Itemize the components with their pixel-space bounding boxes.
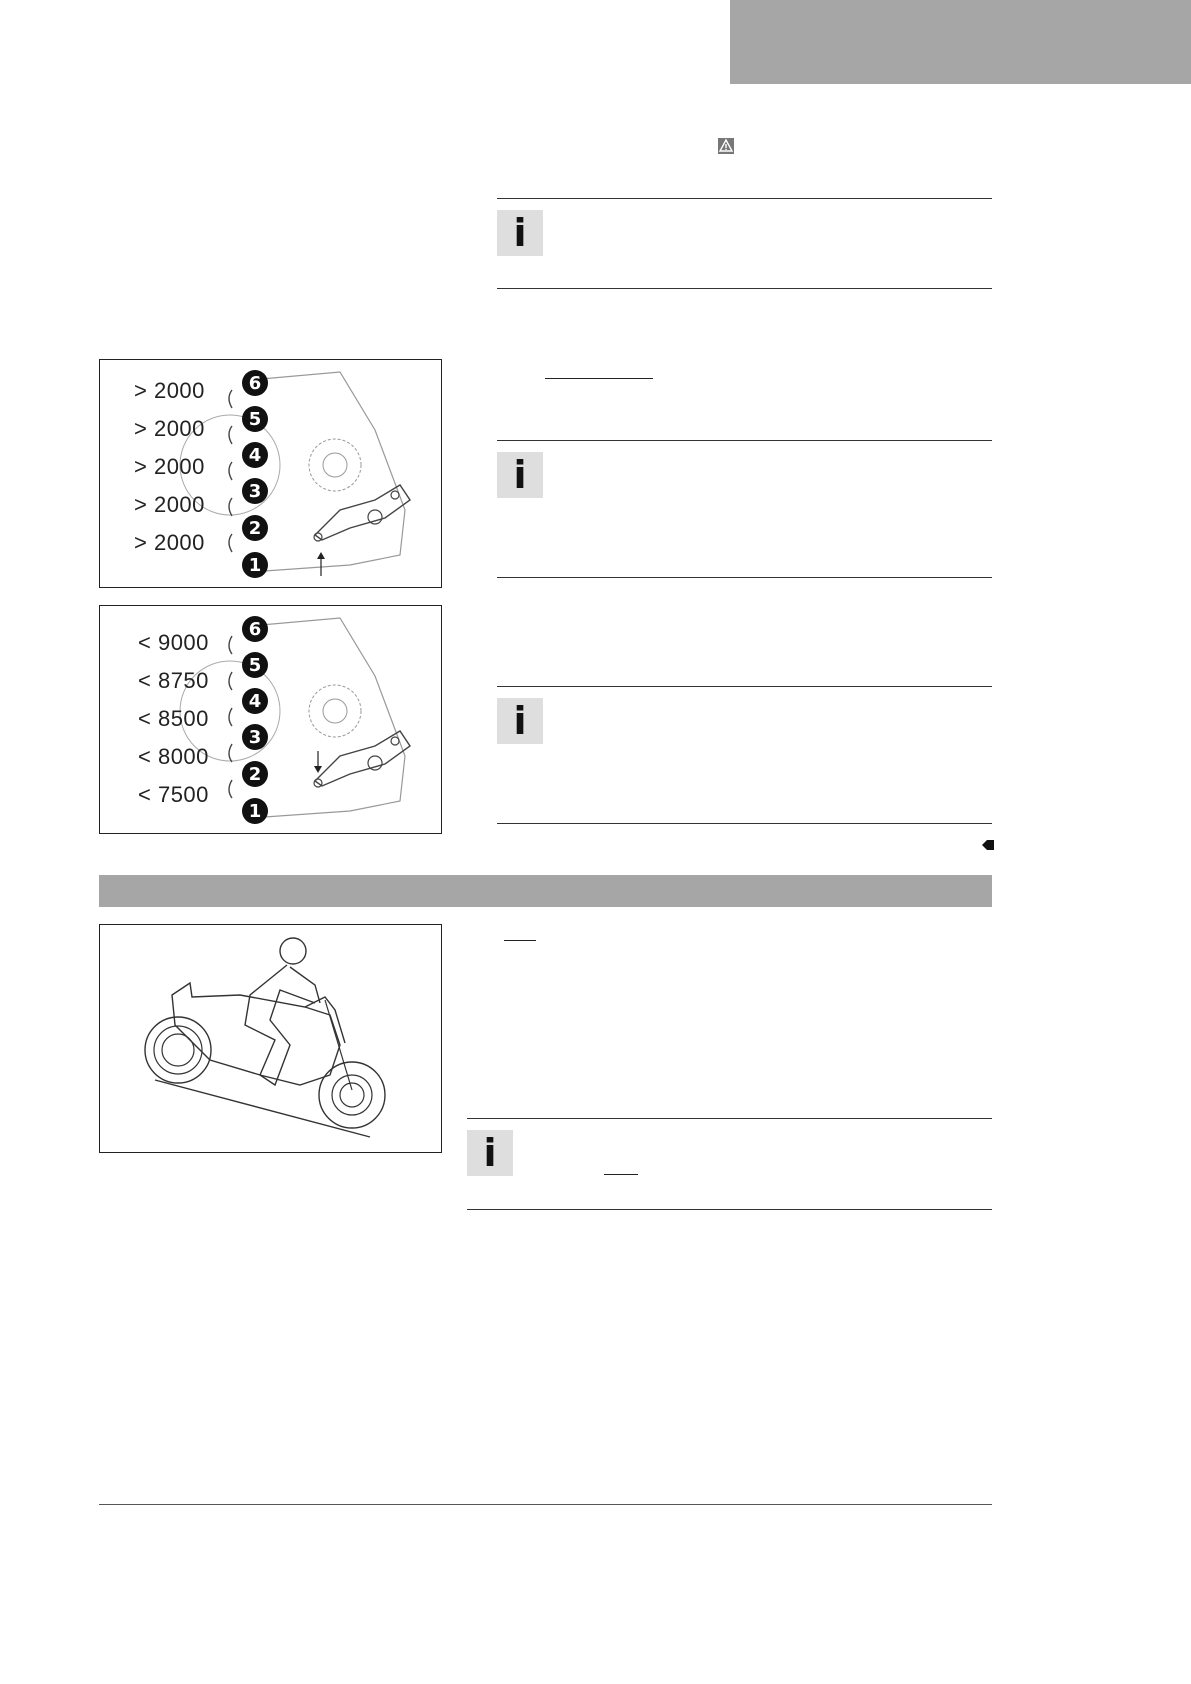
warning-triangle-icon [718,138,734,154]
downshift-figure [99,605,442,834]
divider [497,686,992,687]
info-icon: i [497,698,543,744]
divider [497,198,992,199]
link-underline[interactable] [504,940,536,941]
chapter-tab [730,0,1191,84]
divider [497,440,992,441]
gear-badge: 6 [242,370,268,396]
upshift-figure [99,359,442,588]
gear-badge: 4 [242,688,268,714]
gear-badge: 5 [242,652,268,678]
link-underline[interactable] [604,1174,638,1175]
uphill-riding-figure [99,924,442,1153]
link-underline[interactable] [545,378,653,379]
gear-badge: 3 [242,724,268,750]
rpm-label: < 8000 [138,744,209,769]
section-heading-bar [99,875,992,907]
divider [497,577,992,578]
motorcycle-illustration [100,925,441,1152]
gear-badge: 2 [242,761,268,787]
footer-rule [99,1504,992,1505]
rpm-label: < 8500 [138,706,209,731]
rpm-label: < 8750 [138,668,209,693]
divider [497,823,992,824]
divider [467,1209,992,1210]
gear-badge: 1 [242,552,268,578]
divider [497,288,992,289]
info-icon: i [497,210,543,256]
gear-badge: 6 [242,616,268,642]
gear-badge: 4 [242,442,268,468]
shift-arrows [222,624,240,814]
rpm-label: > 2000 [134,530,205,555]
rpm-label: < 9000 [138,630,209,655]
end-of-section-icon [982,838,994,850]
rpm-label: > 2000 [134,492,205,517]
rpm-label: > 2000 [134,416,205,441]
shift-arrows [222,378,240,568]
gear-badge: 1 [242,798,268,824]
rpm-label: > 2000 [134,378,205,403]
gear-badge: 2 [242,515,268,541]
info-icon: i [467,1130,513,1176]
rpm-label: < 7500 [138,782,209,807]
gear-badge: 5 [242,406,268,432]
gear-badge: 3 [242,478,268,504]
info-icon: i [497,452,543,498]
divider [467,1118,992,1119]
rpm-label: > 2000 [134,454,205,479]
